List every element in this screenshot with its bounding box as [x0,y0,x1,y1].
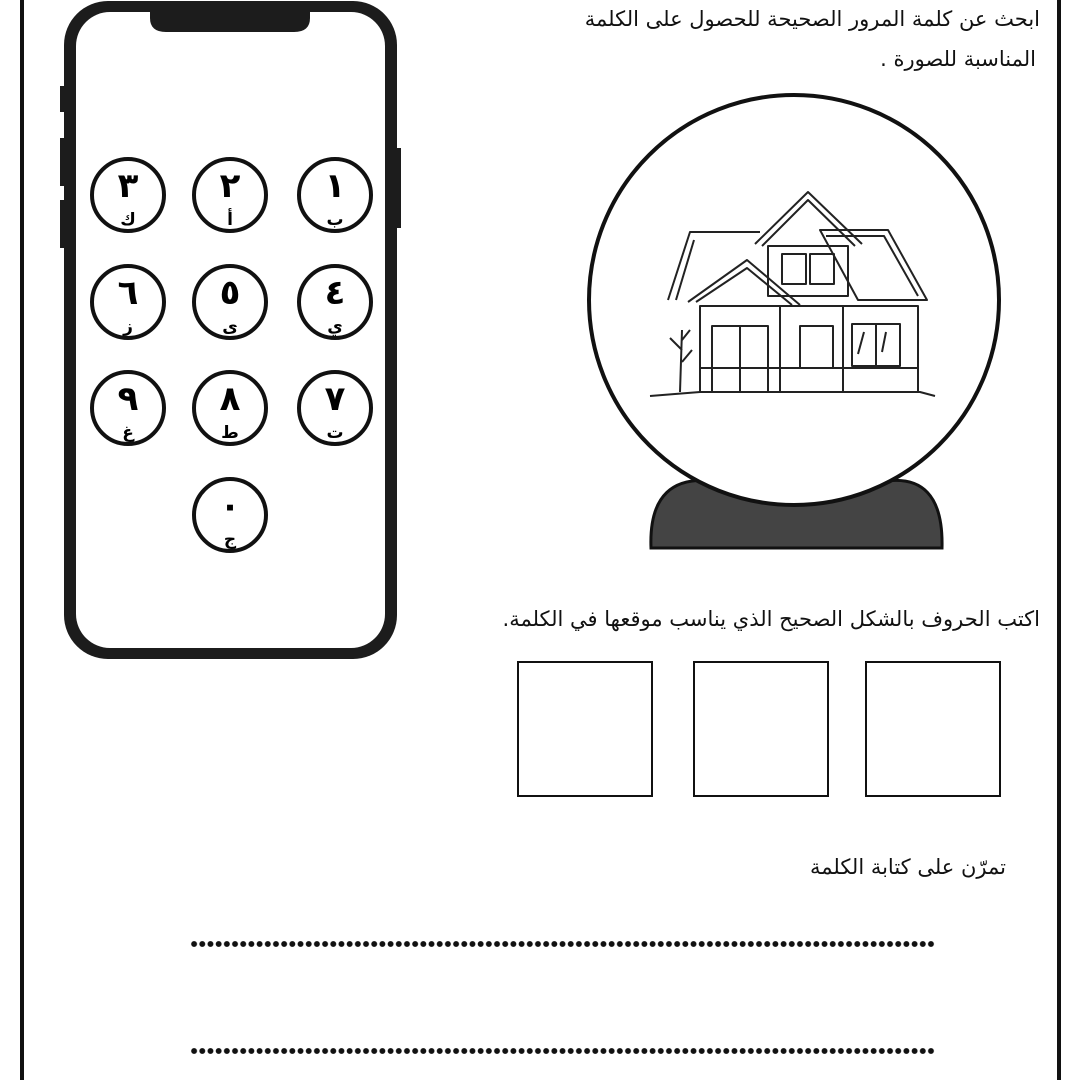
keypad-digit: ٢ [219,166,241,206]
instruction-write-letters: اكتب الحروف بالشكل الصحيح الذي يناسب موقعها في الكلمة. [502,607,1040,631]
keypad-letter: ز [123,317,133,337]
keypad-digit: ٩ [117,379,139,419]
keypad-digit: ٧ [324,379,346,419]
instruction-practice: تمرّن على كتابة الكلمة [809,855,1006,879]
keypad-letter: ى [222,317,238,337]
practice-writing-line-1[interactable] [190,939,935,949]
instruction-find-password-line2: المناسبة للصورة . [880,47,1036,71]
keypad-digit: ٥ [219,273,241,313]
answer-box-1[interactable] [865,661,1001,797]
practice-writing-line-2[interactable] [190,1046,935,1056]
keypad-letter: ب [326,210,344,230]
instruction-find-password-line1: ابحث عن كلمة المرور الصحيحة للحصول على الكلمة [584,7,1040,31]
keypad-digit: ٨ [219,379,241,419]
keypad-letter: ي [327,317,343,337]
keypad-digit: ٦ [117,273,139,313]
keypad-digit: ١ [324,166,346,206]
keypad-letter: ط [221,423,239,443]
keypad-digit: ٤ [324,273,346,313]
keypad-digit: ٠ [219,486,241,526]
keypad-digit: ٣ [117,166,139,206]
answer-box-3[interactable] [517,661,653,797]
keypad-letter: أ [227,210,233,230]
keypad-letter: ك [120,210,136,230]
keypad-letter: غ [122,423,134,443]
answer-box-2[interactable] [693,661,829,797]
keypad-letter: ج [223,530,237,550]
keypad-letter: ت [326,423,344,443]
